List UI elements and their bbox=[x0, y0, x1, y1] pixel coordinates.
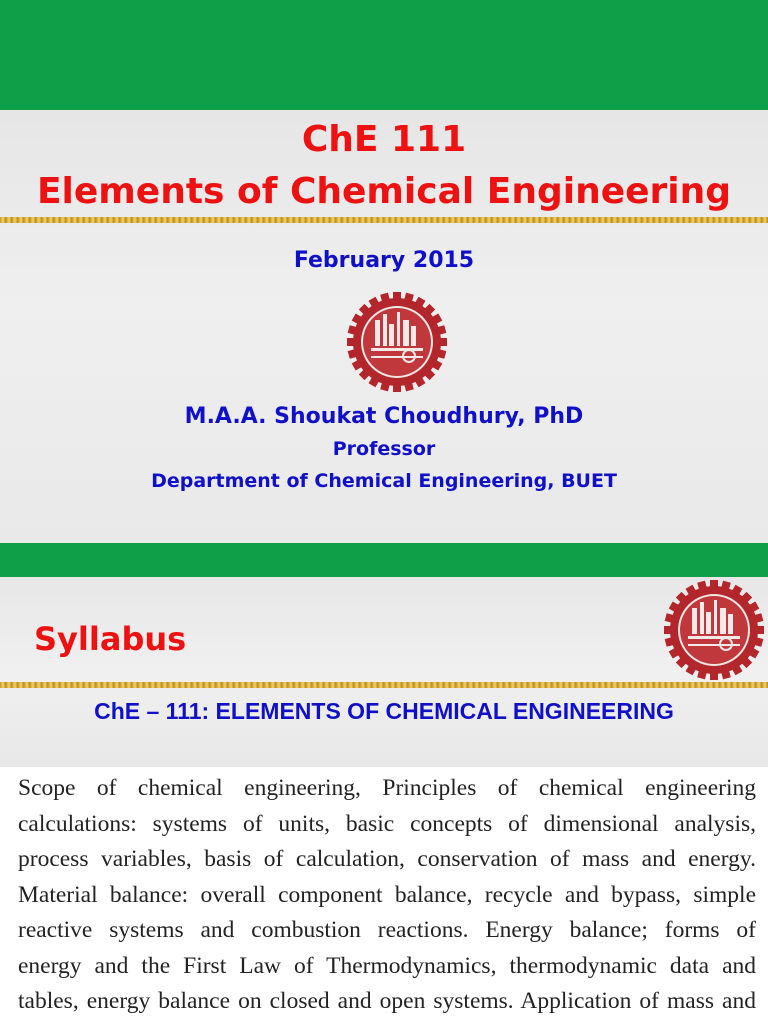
syllabus-line: Material balance: overall component balance, recycle and bypass, simple bbox=[18, 881, 756, 908]
course-title: Elements of Chemical Engineering bbox=[36, 171, 732, 212]
course-code: ChE 111 bbox=[301, 119, 467, 160]
syllabus-slide bbox=[0, 577, 768, 767]
top-green-band bbox=[0, 0, 768, 110]
syllabus-line: Scope of chemical engineering, Principles of chemical engineering bbox=[18, 775, 756, 801]
buet-seal-logo bbox=[345, 290, 449, 394]
syllabus-line: energy and the First Law of Thermodynamics, thermodynamic data and bbox=[18, 952, 756, 979]
gold-divider bbox=[0, 217, 768, 223]
syllabus-heading: Syllabus bbox=[34, 620, 187, 658]
syllabus-line: calculations: systems of units, basic concepts of dimensional analysis, bbox=[18, 810, 756, 837]
syllabus-line: reactive systems and combustion reactions. Energy balance; forms of bbox=[18, 917, 756, 943]
author-department: Department of Chemical Engineering, BUET bbox=[151, 470, 617, 492]
syllabus-line: tables, energy balance on closed and open systems. Application of mass and bbox=[18, 988, 756, 1014]
author-name: M.A.A. Shoukat Choudhury, PhD bbox=[184, 404, 584, 429]
middle-green-band bbox=[0, 543, 768, 577]
syllabus-line: process variables, basis of calculation, conservation of mass and energy. bbox=[18, 846, 756, 872]
presentation-date: February 2015 bbox=[293, 248, 475, 273]
author-role: Professor bbox=[332, 438, 436, 460]
syllabus-body bbox=[18, 771, 756, 1020]
gold-divider-2 bbox=[0, 682, 768, 688]
course-heading: ChE – 111: ELEMENTS OF CHEMICAL ENGINEERING bbox=[94, 698, 674, 724]
buet-seal-logo-small bbox=[662, 578, 766, 682]
